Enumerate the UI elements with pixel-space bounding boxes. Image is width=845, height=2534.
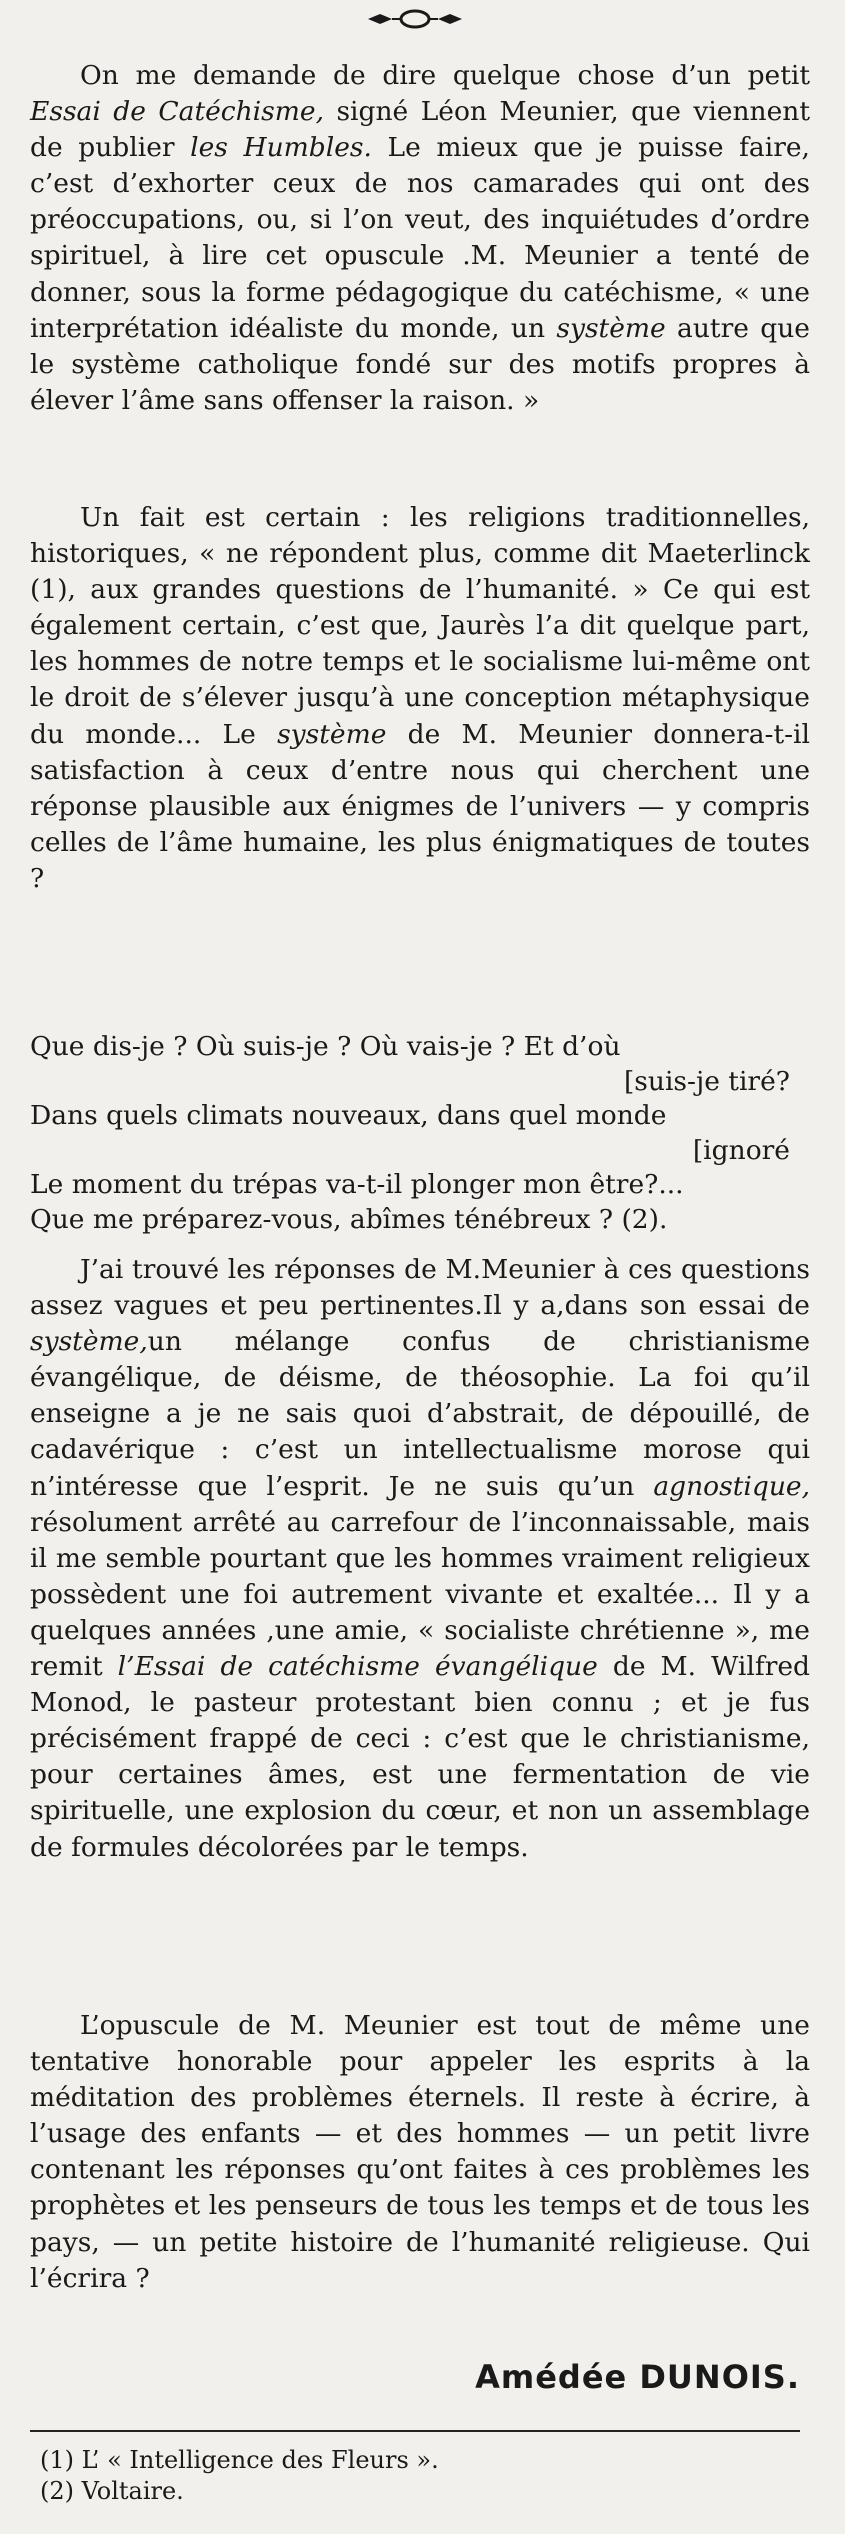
text-run: Le mieux que je puisse faire, c’est d’exhorter ceux de nos camarades qui ont des préoccupations, ou, si l’on veut, des inquiétudes d’ordre spirituel, à lire cet opuscule .M. Meunier a tenté de donner, sous la forme pédagogique du catéchisme, « une interprétation idéaliste du monde, un: [30, 132, 810, 344]
footnote-2: (2) Voltaire.: [40, 2477, 184, 2505]
paragraph-3: [30, 1252, 810, 1866]
verse-line: [suis-je tiré?: [623, 1065, 790, 1097]
paragraph-1: [30, 58, 810, 419]
footnotes: [40, 2445, 439, 2507]
italic-text: système,: [30, 1326, 148, 1358]
text-run: de M. Meunier donnera-t-il satisfaction à ceux d’entre nous qui cherchent une réponse plausible aux énigmes de l’univers — y compris celles de l’âme humaine, les plus énigmatiques de toutes ?: [30, 718, 810, 894]
paragraph-4: [30, 2008, 810, 2297]
verse-line: Le moment du trépas va-t-il plonger mon être?...: [30, 1169, 684, 1200]
italic-text: système: [277, 718, 387, 750]
text-run: résolument arrêté au carrefour de l’inconnaissable, mais il me semble pourtant que les hommes vraiment religieux possèdent une foi autrement vivante et exaltée... Il y a quelques années ,une amie, « socialiste chrétienne », me remit: [30, 1506, 810, 1683]
verse-line: Dans quels climats nouveaux, dans quel monde: [30, 1100, 667, 1131]
text-run: de M. Wilfred Monod, le pasteur protestant bien connu ; et je fus précisément frappé de ceci : c’est que le christianisme, pour certaines âmes, est une fermentation de vie spirituelle, une explosion du cœur, et non un assemblage de formules décolorées par le temps.: [30, 1651, 811, 1863]
verse-line: [ignoré: [692, 1134, 790, 1166]
text-run: un mélange confus de christianisme évangélique, de déisme, de théosophie. La foi qu’il enseigne a je ne sais quoi d’abstrait, de dépouillé, de cadavérique : c’est un intellectualisme morose qui n’intéresse que l’esprit. Je ne suis qu’un: [30, 1326, 810, 1502]
text-run: Un fait est certain : les religions traditionnelles, historiques, « ne répondent plus, comme dit Maeterlinck (1), aux grandes questions de l’humanité. » Ce qui est également certain, c’est que, Jaurès l’a dit quelque part, les hommes de notre temps et le socialisme lui-même ont le droit de s’élever jusqu’à une conception métaphysique du monde... Le: [30, 502, 810, 750]
footnote-divider: [30, 2430, 800, 2432]
paragraph-2: [30, 500, 810, 897]
ornament-separator: [360, 8, 470, 30]
verse-line: Que dis-je ? Où suis-je ? Où vais-je ? Et d’où: [30, 1031, 621, 1062]
text-run: signé Léon Meunier, que viennent de publier: [30, 96, 811, 164]
italic-text: les Humbles.: [190, 132, 372, 164]
text-run: L’opuscule de M. Meunier est tout de même une tentative honorable pour appeler les esprits à la méditation des problèmes éternels. Il reste à écrire, à l’usage des enfants — et des hommes — un petit livre contenant les réponses qu’ont faites à ces problèmes les prophètes et les penseurs de tous les temps et de tous les pays, — un petite histoire de l’humanité religieuse. Qui l’écrira ?: [30, 2010, 810, 2294]
italic-text: système: [556, 312, 666, 344]
italic-text: Essai de Catéchisme,: [30, 96, 324, 128]
quoted-verse: [30, 1030, 810, 1237]
text-run: autre que le système catholique fondé sur des motifs propres à élever l’âme sans offenser la raison. »: [30, 312, 810, 416]
verse-line: Que me préparez-vous, abîmes ténébreux ? (2).: [30, 1203, 668, 1235]
text-run: On me demande de dire quelque chose d’un petit: [80, 60, 810, 91]
footnote-1: (1) L’ « Intelligence des Fleurs ».: [40, 2446, 439, 2474]
italic-text: l’Essai de catéchisme évangélique: [117, 1651, 598, 1683]
italic-text: agnostique,: [653, 1470, 810, 1502]
author-signature: Amédée DUNOIS.: [475, 2358, 800, 2396]
text-run: J’ai trouvé les réponses de M.Meunier à ces questions assez vagues et peu pertinentes.Il y a,dans son essai de: [30, 1254, 810, 1322]
